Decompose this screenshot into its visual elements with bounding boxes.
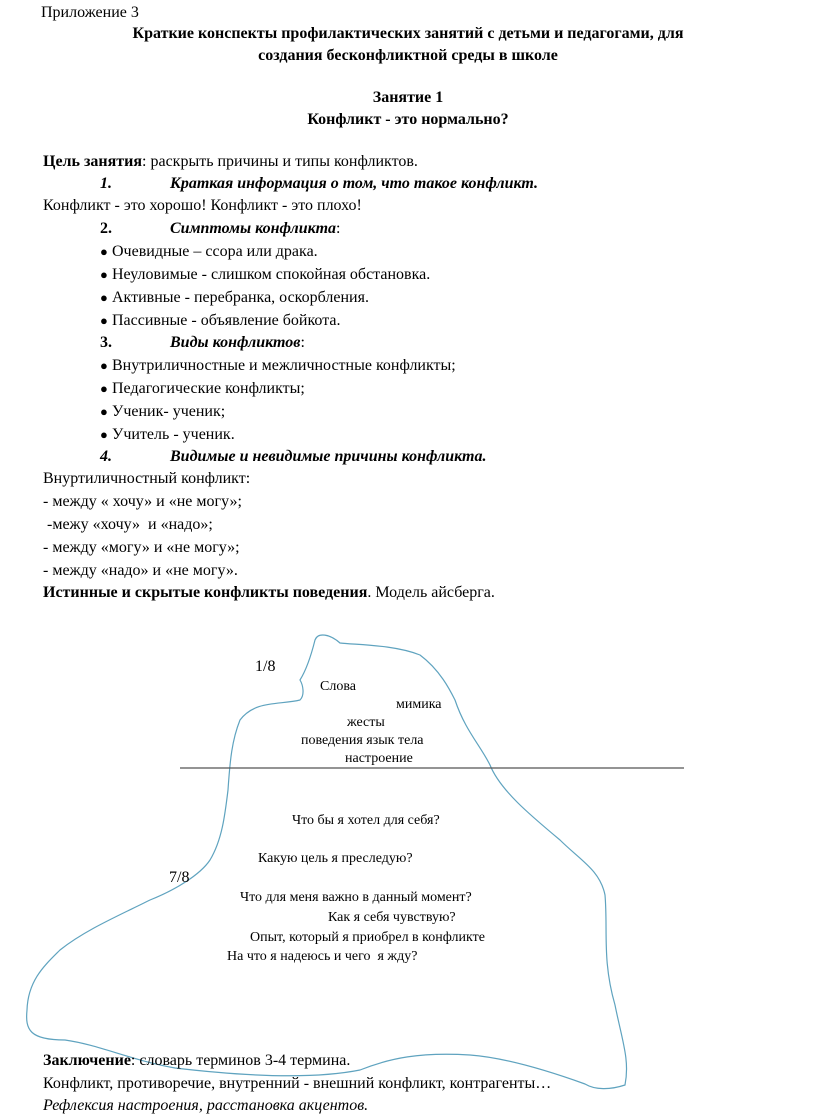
intrapersonal-heading: Внуртиличностный конфликт: <box>43 470 251 487</box>
hidden-item: Что для меня важно в данный момент? <box>240 890 472 905</box>
type-text: Внутриличностные и межличностные конфликты; <box>112 357 456 374</box>
section-3-title: Виды конфликтов <box>170 334 301 351</box>
section-2-colon: : <box>336 220 341 237</box>
visible-item: поведения язык тела <box>301 733 424 748</box>
conclusion-terms: Конфликт, противоречие, внутренний - внешний конфликт, контрагенты… <box>43 1075 552 1092</box>
visible-item: настроение <box>345 751 413 766</box>
section-1-title: Краткая информация о том, что такое конфликт. <box>170 175 539 192</box>
hidden-fraction-label: 7/8 <box>169 869 190 886</box>
visible-fraction-label: 1/8 <box>255 658 276 675</box>
conclusion-label: Заключение <box>43 1052 131 1069</box>
intrapersonal-item: -межу «хочу» и «надо»; <box>43 516 213 533</box>
bullet-icon: ● <box>100 381 108 396</box>
lesson-number: Занятие 1 <box>372 89 444 106</box>
symptom-text: Пассивные - объявление бойкота. <box>112 312 341 329</box>
bullet-icon: ● <box>100 290 108 305</box>
symptom-text: Неуловимые - слишком спокойная обстановка. <box>112 266 431 283</box>
type-text: Ученик- ученик; <box>112 403 226 420</box>
hidden-item: Как я себя чувствую? <box>328 910 456 925</box>
lesson-title: Конфликт - это нормально? <box>307 111 509 128</box>
section-2-title: Симптомы конфликта <box>170 220 337 237</box>
intrapersonal-item: - между «могу» и «не могу»; <box>43 539 240 556</box>
conclusion <box>43 1053 350 1069</box>
goal-label: Цель занятия <box>43 153 143 170</box>
section-3-number: 3. <box>100 334 112 351</box>
hidden-item: Какую цель я преследую? <box>258 851 413 866</box>
appendix-label: Приложение 3 <box>41 4 139 21</box>
type-text: Учитель - ученик. <box>112 426 235 443</box>
hidden-item: Что бы я хотел для себя? <box>292 813 440 828</box>
bullet-icon: ● <box>100 313 108 328</box>
symptom-text: Очевидные – ссора или драка. <box>112 243 318 260</box>
goal-text: : раскрыть причины и типы конфликтов. <box>142 153 418 170</box>
type-text: Педагогические конфликты; <box>112 380 305 397</box>
document-title-line-2: создания бесконфликтной среды в школе <box>258 47 558 64</box>
bullet-icon: ● <box>100 267 108 282</box>
bullet-icon: ● <box>100 427 108 442</box>
section-1-number: 1. <box>100 175 112 192</box>
section-2-number: 2. <box>100 220 112 237</box>
conclusion-text: : словарь терминов 3-4 термина. <box>130 1052 351 1069</box>
bullet-icon: ● <box>100 404 108 419</box>
section-3-colon: : <box>300 334 305 351</box>
hidden-item: На что я надеюсь и чего я жду? <box>227 949 418 964</box>
section-4-title: Видимые и невидимые причины конфликта. <box>170 448 487 465</box>
symptom-text: Активные - перебранка, оскорбления. <box>112 289 369 306</box>
visible-item: жесты <box>347 715 385 730</box>
intrapersonal-item: - между «надо» и «не могу». <box>43 562 238 579</box>
bullet-icon: ● <box>100 358 108 373</box>
intrapersonal-item: - между « хочу» и «не могу»; <box>43 493 242 510</box>
section-4-number: 4. <box>100 448 112 465</box>
bullet-icon: ● <box>100 244 108 259</box>
iceberg-intro-bold: Истинные и скрытые конфликты поведения <box>43 584 368 601</box>
section-1-text: Конфликт - это хорошо! Конфликт - это плохо! <box>43 197 362 214</box>
hidden-item: Опыт, который я приобрел в конфликте <box>250 930 485 945</box>
visible-item: Слова <box>320 679 356 694</box>
document-title-line-1: Краткие конспекты профилактических занятий с детьми и педагогами, для <box>132 25 684 42</box>
iceberg-intro-rest: . Модель айсберга. <box>367 584 495 601</box>
visible-item: мимика <box>396 697 442 712</box>
reflection-text: Рефлексия настроения, расстановка акцентов. <box>43 1097 369 1114</box>
